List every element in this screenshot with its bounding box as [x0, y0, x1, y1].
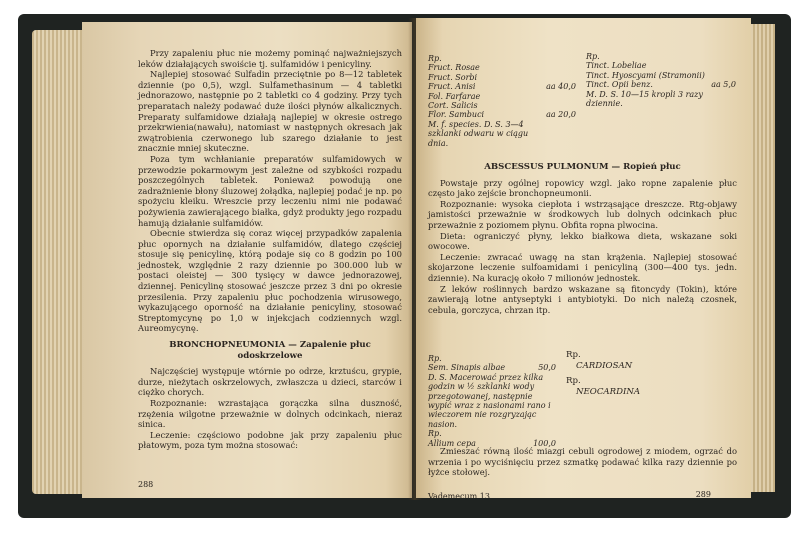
rx-line: D. S. Macerować przez kilka godzin w ½ szklanki wody przegotowanej, następnie wypić wraz z nasionami rano i wieczorem nie rozgryzając nasion.: [428, 372, 551, 429]
rx-line: Fruct. Rosae: [428, 63, 480, 73]
right-page: [416, 18, 751, 498]
rx-line: Rp.: [428, 354, 442, 363]
paragraph: Poza tym wchłanianie preparatów sulfamidowych w przewodzie pokarmowym jest zależne od szybkości rozpadu poszczególnych tabletek. Ponieważ powodują one zadrażnienie błony śluzowej żołądka, najlepiej podać je np. po spożyciu kleiku. Wreszcie przy leczeniu nimi nie podawać pożywienia zawierającego białka, gdyż produkty jego rozpadu hamują działanie sulfamidów.: [138, 153, 402, 228]
rx-line: Fruct. Sorbi: [428, 72, 478, 82]
paragraph: Dieta: ograniczyć płyny, lekko białkowa dieta, wskazane soki owocowe.: [428, 230, 737, 252]
paragraph: Przy zapaleniu płuc nie możemy pominąć najważniejszych leków działających swoiście tj. sulfamidów i penicyliny.: [138, 48, 402, 69]
rx-line: Tinct. Lobeliae: [586, 61, 647, 71]
rx-line: Rp.: [566, 350, 581, 360]
paragraph: Rozpoznanie: wzrastająca gorączka silna duszność, rzężenia wilgotne przeważnie w dolnych odcinkach, nieraz sinica.: [138, 398, 402, 430]
paragraph: Z leków roślinnych bardzo wskazane są fitoncydy (Tokin), które zawierają lotne antyseptyki i antybiotyki. Do nich należą czosnek, cebula, gorczyca, chrzan itp.: [428, 283, 737, 315]
paragraph: Obecnie stwierdza się coraz więcej przypadków zapalenia płuc opornych na działanie sulfamidów, dlatego częściej stosuje się penicylinę, którą podaje się co 8 godzin po 100 jednostek, względnie 2 razy dziennie po 300.000 lub w postaci oleistej — 300 tysięcy w dawce jednorazowej, dziennej. Penicylinę stosować jeszcze przez 3 dni po okresie przesilenia. Przy zapaleniu płuc pochodzenia wirusowego, wykazującego oporność na działanie penicyliny, stosować Streptomycynę po 1,0 w injekcjach codziennych wzgl. Aureomycynę.: [138, 228, 402, 334]
rx-line: Flor. Sambuci aa 20,0: [428, 110, 576, 120]
rx-line: Cort. Salicis: [428, 101, 478, 111]
page-number: 289: [695, 490, 711, 498]
left-page-edges: [32, 30, 82, 494]
paragraph: Najlepiej stosować Sulfadin przeciętnie po 8—12 tabletek dziennie (po 0,5), wzgl. Sulfamethasinum — 4 tabletki jednorazowo, następnie po 2 tabletki co 4 godziny. Przy tych preparatach należy podawać duże ilości płynów alkalicznych. Preparaty sulfamidowe działają najlepiej w okresie ostrego przekrwienia(nawału), natomiast w następnych okresach jak zwątrobienia czerwonego lub szarego działanie to jest znacznie mniej skuteczne.: [138, 69, 402, 154]
rx-line: CARDIOSAN: [576, 361, 633, 371]
rx-line: M. D. S. 10—15 kropli 3 razy dziennie.: [586, 89, 703, 109]
rx-line: Allium cepa 100,0: [428, 438, 556, 448]
rx-line: szklanki odwaru w ciągu: [428, 129, 529, 139]
rx-line: Rp.: [586, 52, 600, 61]
rx-line: NEOCARDINA: [576, 387, 641, 397]
rx-line: Rp.: [428, 54, 442, 63]
paragraph: Najczęściej występuje wtórnie po odrze, krztuścu, grypie, durze, nieżytach oskrzelowych, zwłaszcza u dzieci, starców i ciężko chorych.: [138, 366, 402, 398]
left-page: [82, 22, 412, 498]
rx-line: Tinct. Opii benz. aa 5,0: [586, 80, 736, 90]
left-page-body: [138, 48, 402, 451]
rx-line: Fol. Farfarae: [428, 91, 481, 101]
prescription-herbal: [428, 54, 576, 148]
section-heading: ABSCESSUS PULMONUM — Ropień płuc: [484, 162, 681, 172]
rx-line: Fruct. Anisi aa 40,0: [428, 82, 576, 92]
prescription-sinapis: [428, 354, 556, 448]
paragraph: Rozpoznanie: wysoka ciepłota i wstrząsające dreszcze. Rtg-objawy jamistości przeważnie w środkowych lub dolnych odcinkach płuc przeważnie z poziomem płynu. Obfita ropna plwocina.: [428, 198, 737, 230]
final-paragraph-container: [428, 446, 737, 478]
paragraph: Leczenie: zwracać uwagę na stan krążenia. Najlepiej stosować skojarzone leczenie sulfoamidami i penicyliną (300—400 tys. jedn. dziennie). Na kurację około 7 milionów jednostek.: [428, 251, 737, 283]
rx-line: dnia.: [428, 138, 449, 148]
rx-line: Tinct. Hyoscyami (Stramonii): [586, 70, 705, 80]
right-page-body: [428, 156, 737, 315]
rx-line: Sem. Sinapis albae 50,0: [428, 363, 556, 373]
prescription-cardiac: [566, 350, 686, 398]
rx-line: Rp.: [566, 376, 581, 386]
running-footer: Vademecum 13: [428, 492, 490, 498]
rx-line: Rp.: [428, 429, 442, 439]
page-number: 288: [138, 480, 154, 489]
section-heading: BRONCHOPNEUMONIA — Zapalenie płuc odoskrzelowe: [169, 340, 371, 361]
rx-line: M. f. species. D. S. 3—4: [428, 119, 524, 129]
right-page-edges: [751, 24, 775, 492]
prescription-tinctures: [586, 52, 736, 108]
paragraph: Powstaje przy ogólnej ropowicy wzgl. jako ropne zapalenie płuc często jako zejście bronchopneumonii.: [428, 177, 737, 199]
paragraph: Zmieszać równą ilość miazgi cebuli ogrodowej z miodem, ogrzać do wrzenia i po wyciśnięciu przez szmatkę podawać kilka razy dziennie po łyżce stołowej.: [428, 446, 737, 478]
paragraph: Leczenie: częściowo podobne jak przy zapaleniu płuc płatowym, poza tym można stosować:: [138, 429, 402, 451]
